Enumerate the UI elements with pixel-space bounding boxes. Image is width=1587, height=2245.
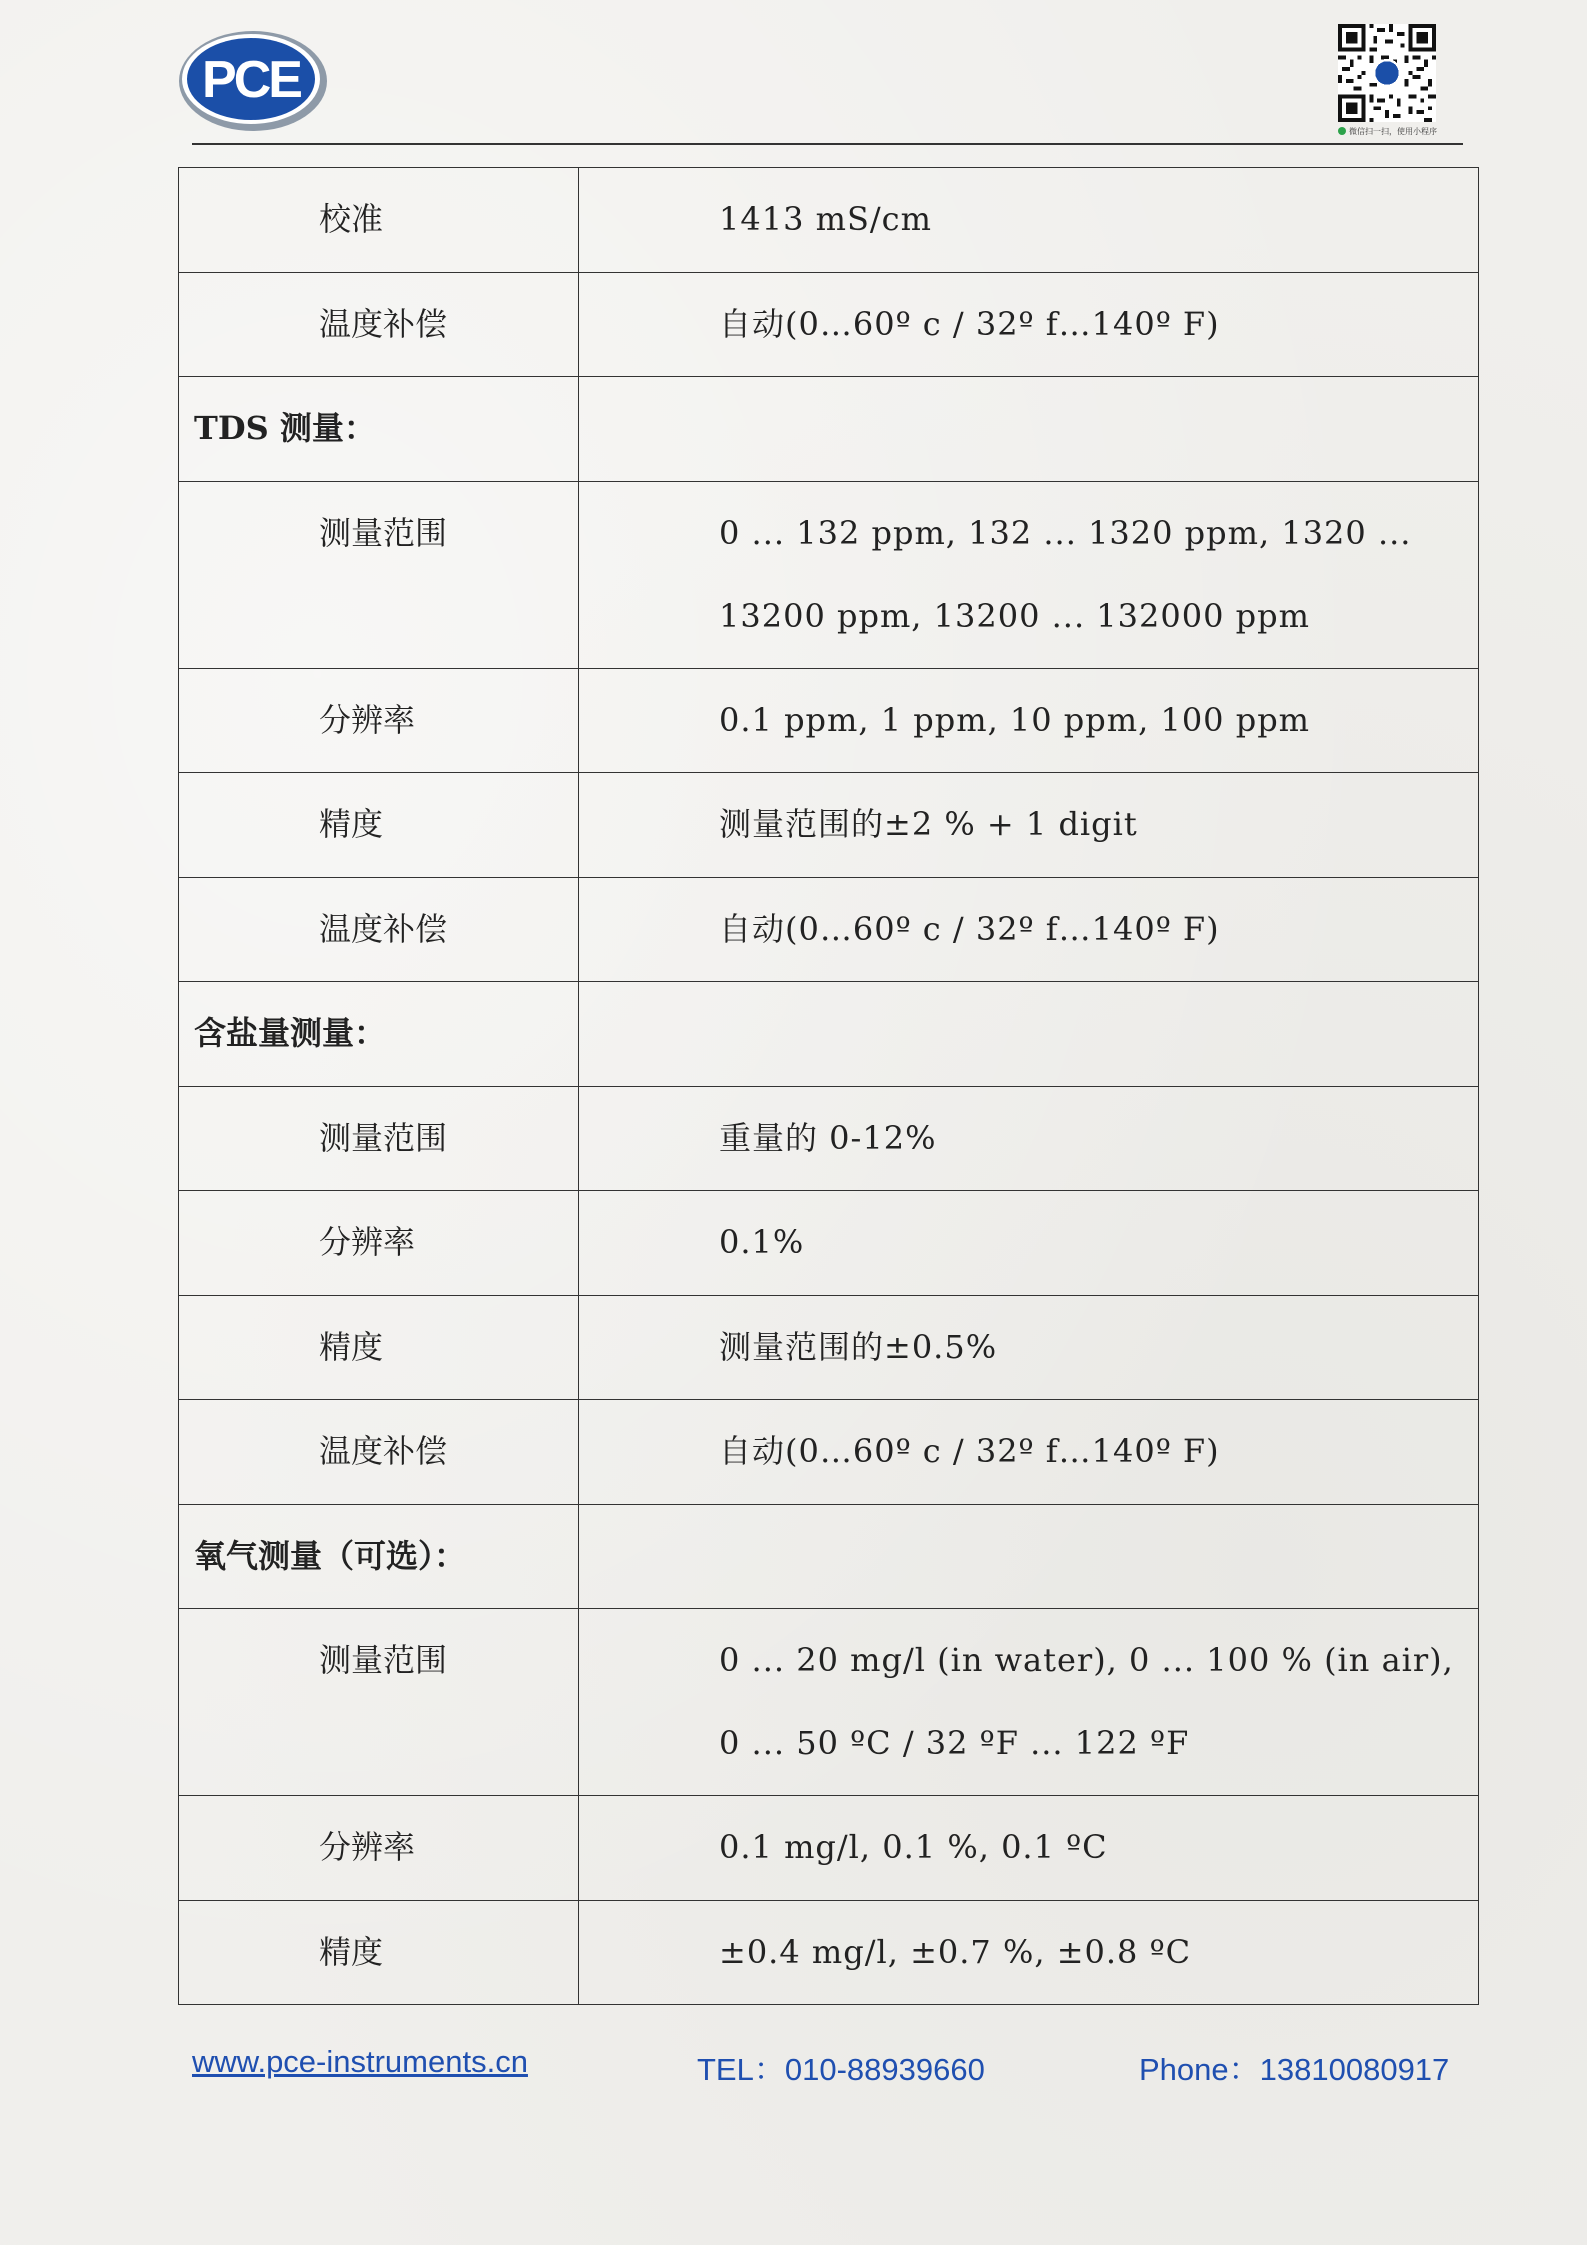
section-title: TDS 测量： xyxy=(179,377,579,482)
table-row xyxy=(179,1400,1479,1505)
page-footer xyxy=(0,2044,1587,2087)
row-value: 测量范围的±0.5% xyxy=(579,1295,1479,1400)
table-row xyxy=(179,668,1479,773)
row-label: 测量范围 xyxy=(179,1086,579,1191)
row-label: 分辨率 xyxy=(179,668,579,773)
row-label: 分辨率 xyxy=(179,1796,579,1901)
row-value-empty xyxy=(579,982,1479,1087)
row-value: 0 ... 20 mg/l (in water), 0 ... 100 % (in air), 0 ... 50 ºC / 32 ºF ... 122 ºF xyxy=(579,1609,1479,1796)
spec-table xyxy=(178,167,1479,2005)
website-link[interactable]: www.pce-instruments.cn xyxy=(192,2044,528,2079)
section-title: 含盐量测量： xyxy=(179,982,579,1087)
section-row xyxy=(179,1504,1479,1609)
row-label: 分辨率 xyxy=(179,1191,579,1296)
table-row xyxy=(179,1295,1479,1400)
table-row xyxy=(179,773,1479,878)
section-row xyxy=(179,982,1479,1087)
table-row xyxy=(179,272,1479,377)
section-row xyxy=(179,377,1479,482)
row-value: 自动(0…60º c / 32º f…140º F) xyxy=(579,877,1479,982)
row-label: 精度 xyxy=(179,1900,579,2005)
qr-code-icon[interactable] xyxy=(1338,24,1436,122)
pce-logo xyxy=(177,28,329,134)
qr-caption xyxy=(1338,124,1448,138)
row-value: 1413 mS/cm xyxy=(579,168,1479,273)
row-value: 0.1 mg/l, 0.1 %, 0.1 ºC xyxy=(579,1796,1479,1901)
row-value: 自动(0…60º c / 32º f…140º F) xyxy=(579,272,1479,377)
row-label: 精度 xyxy=(179,1295,579,1400)
table-row xyxy=(179,1609,1479,1796)
row-value: 重量的 0-12% xyxy=(579,1086,1479,1191)
row-label: 测量范围 xyxy=(179,1609,579,1796)
wechat-icon xyxy=(1338,127,1346,135)
mobile-phone-text: Phone：13810080917 xyxy=(1139,2052,1450,2087)
row-value: 测量范围的±2 % + 1 digit xyxy=(579,773,1479,878)
table-row xyxy=(179,1086,1479,1191)
row-value-empty xyxy=(579,377,1479,482)
row-label: 温度补偿 xyxy=(179,877,579,982)
table-row xyxy=(179,168,1479,273)
row-label: 精度 xyxy=(179,773,579,878)
row-label: 校准 xyxy=(179,168,579,273)
row-value: 自动(0…60º c / 32º f…140º F) xyxy=(579,1400,1479,1505)
row-label: 温度补偿 xyxy=(179,272,579,377)
header-divider xyxy=(192,143,1463,145)
row-value: ±0.4 mg/l, ±0.7 %, ±0.8 ºC xyxy=(579,1900,1479,2005)
row-value: 0.1 ppm, 1 ppm, 10 ppm, 100 ppm xyxy=(579,668,1479,773)
table-row xyxy=(179,1796,1479,1901)
qr-caption-text: 微信扫一扫，使用小程序 xyxy=(1349,126,1437,136)
table-row xyxy=(179,481,1479,668)
row-label: 测量范围 xyxy=(179,481,579,668)
row-value-empty xyxy=(579,1504,1479,1609)
row-value: 0 ... 132 ppm, 132 ... 1320 ppm, 1320 ... 13200 ppm, 13200 ... 132000 ppm xyxy=(579,481,1479,668)
logo-text: PCE xyxy=(202,51,300,109)
section-title: 氧气测量（可选）： xyxy=(179,1504,579,1609)
table-row xyxy=(179,1191,1479,1296)
table-row xyxy=(179,877,1479,982)
table-row xyxy=(179,1900,1479,2005)
telephone-text: TEL：010-88939660 xyxy=(697,2052,985,2087)
row-value: 0.1% xyxy=(579,1191,1479,1296)
row-label: 温度补偿 xyxy=(179,1400,579,1505)
